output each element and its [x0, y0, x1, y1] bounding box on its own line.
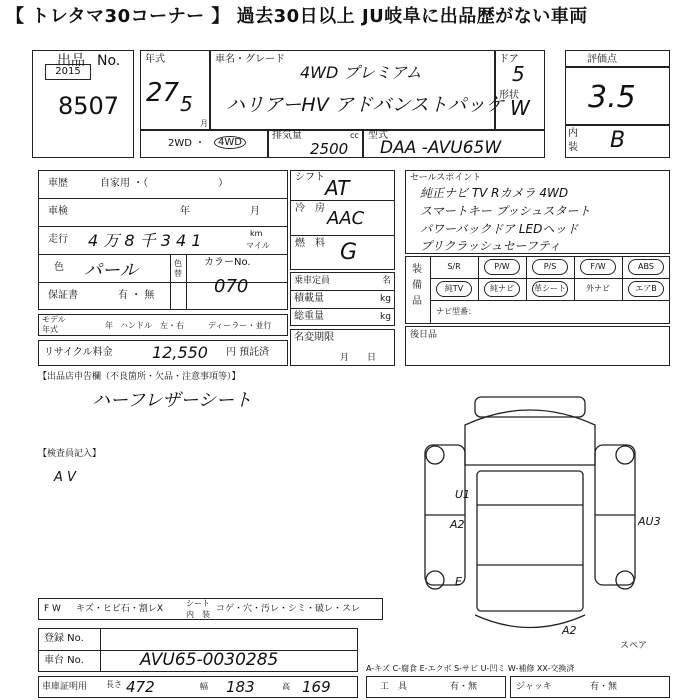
equip-pw: P/W	[494, 262, 510, 271]
load-unit: kg	[380, 294, 391, 304]
seller-notes-handwritten: ハーフレザーシート	[92, 390, 253, 411]
lot-number: 8507	[58, 92, 120, 120]
car-name-handwritten: ハリアーHV アドバンストパッケ	[226, 94, 505, 116]
height-handwritten: 169	[302, 678, 331, 696]
damage-mark-a2-rear: A2	[562, 624, 577, 637]
nenshiki-label: 年式	[145, 54, 165, 65]
mile-label: マイル	[246, 241, 270, 250]
tools-options: 有・無	[450, 682, 478, 692]
width-handwritten: 183	[226, 678, 255, 696]
model-code-handwritten: DAA -AVU65W	[380, 138, 502, 158]
seat-label-1: シート	[186, 599, 210, 608]
nen-label: 年	[105, 321, 113, 330]
equip-tv: 純TV	[444, 284, 464, 293]
length-handwritten: 472	[126, 678, 155, 696]
equip-airbag: エアB	[635, 284, 657, 293]
interior-divider	[565, 124, 670, 126]
inspector-handwritten: A V	[54, 470, 76, 485]
score-handwritten: 3.5	[588, 80, 636, 115]
year-tag	[45, 64, 91, 80]
mileage-handwritten: 4 万 8 千 3 4 1	[88, 231, 202, 250]
history-label: 車歴	[48, 178, 68, 189]
model-year-label-1: モデル	[42, 315, 66, 324]
color-no-label: カラーNo.	[204, 257, 251, 268]
equip-navi: 純ナビ	[490, 284, 514, 293]
doors-handwritten: 5	[512, 62, 525, 86]
recycle-label: リサイクル料金	[44, 347, 113, 358]
spare-label: スペア	[620, 641, 648, 651]
inspector-label: 【検査員記入】	[38, 449, 102, 459]
color-no-handwritten: 070	[214, 276, 249, 297]
row-divider	[430, 278, 670, 279]
fw-label: F W	[44, 604, 61, 614]
equip-abs: ABS	[638, 262, 654, 271]
height-label: 高	[282, 682, 290, 691]
seat-label-2: 内 装	[186, 610, 210, 619]
ac-label-2: 房	[315, 203, 325, 214]
cc-label: cc	[350, 131, 359, 140]
damage-mark-a2-side: A2	[450, 518, 465, 531]
load-label: 積載量	[294, 293, 324, 304]
col-divider	[186, 254, 187, 310]
fuel-handwritten: G	[340, 240, 358, 265]
jack-label: ジャッキ	[516, 682, 552, 692]
tools-label: 工 具	[380, 682, 408, 692]
damage-mark-e: E	[455, 575, 462, 588]
sales-point-2: スマートキー プッシュスタート	[420, 204, 591, 218]
fuel-label-2: 料	[315, 238, 325, 249]
dealer-label: ディーラー・並行	[208, 321, 272, 330]
shape-handwritten: W	[510, 96, 530, 120]
sales-point-4: プリクラッシュセーフティ	[420, 239, 561, 253]
interior-handwritten: B	[610, 128, 626, 153]
year-handwritten: 27	[146, 78, 180, 108]
capacity-label: 乗車定員	[294, 276, 331, 286]
page-banner: 【 トレタマ30コーナー 】 過去30日以上 JU岐阜に出品歴がない車両	[0, 0, 700, 34]
row-divider	[430, 300, 670, 301]
equip-fw: F/W	[590, 262, 606, 271]
lot-label: 出品	[57, 53, 85, 69]
rear-items-label: 後日品	[410, 330, 438, 340]
interior-label-1: 内	[568, 128, 578, 139]
year-tag-value: 2015	[55, 66, 81, 77]
equip-leather: 革シート	[534, 284, 566, 293]
fuel-label-1: 燃	[295, 238, 305, 249]
width-label: 幅	[200, 682, 208, 691]
col-divider	[100, 628, 101, 672]
inspection-label: 車検	[48, 206, 68, 217]
row-divider	[38, 198, 288, 199]
ac-handwritten: AAC	[327, 208, 365, 229]
lot-no-label: No.	[97, 53, 121, 69]
doors-label: ドア	[499, 54, 519, 65]
navi-model-label: ナビ型番：	[436, 307, 476, 316]
month-unit: 月	[250, 206, 260, 217]
damage-legend: A-キズ C-腐食 E-エクボ S-サビ U-凹ミ W-補修 XX-交換済	[366, 664, 575, 673]
sales-point-3: パワーバックドア LEDヘッド	[420, 222, 579, 236]
history-value: 自家用 ・（ ）	[100, 178, 229, 189]
color-change-label-1: 色	[174, 259, 182, 268]
ac-label-1: 冷	[295, 203, 305, 214]
interior-label-2: 装	[568, 142, 578, 153]
shift-label: シフト	[295, 172, 325, 183]
reg-no-label: 登録 No.	[44, 633, 84, 644]
row-divider	[290, 235, 395, 236]
displacement-handwritten: 2500	[310, 140, 349, 158]
warranty-label: 保証書	[48, 290, 78, 301]
car-damage-diagram	[405, 385, 645, 645]
shift-handwritten: AT	[325, 176, 350, 200]
row-divider	[38, 282, 288, 283]
day-unit: 月 日	[340, 353, 377, 363]
month-label: 月	[200, 119, 208, 128]
year-unit: 年	[180, 206, 190, 217]
row-divider	[290, 290, 395, 291]
rear-items-box	[405, 326, 670, 366]
color-handwritten: パール	[84, 260, 138, 281]
drive-2wd: 2WD	[168, 138, 192, 149]
length-label: 長さ	[106, 680, 122, 689]
score-label: 評価点	[587, 54, 617, 65]
model-year-label-2: 年式	[42, 325, 58, 334]
model-grade-label: 車名・グレード	[215, 54, 285, 65]
shape-label: 形状	[499, 90, 519, 101]
color-change-label-2: 替	[174, 269, 182, 278]
model-code-label: 型式	[368, 130, 388, 141]
name-change-label: 名変期限	[294, 332, 334, 343]
chassis-handwritten: AVU65-0030285	[140, 650, 279, 670]
grade-handwritten: 4WD プレミアム	[300, 63, 422, 82]
mileage-label: 走行	[48, 234, 68, 245]
score-divider	[565, 66, 670, 68]
drive-sep: ・	[195, 138, 205, 149]
equip-ext-navi: 外ナビ	[586, 284, 610, 293]
col-divider	[170, 254, 171, 310]
fw-options: キズ・ヒビ石・割レX	[76, 604, 163, 614]
capacity-unit: 名	[382, 276, 392, 286]
warranty-options: 有 ・ 無	[118, 290, 155, 301]
sales-point-1: 純正ナビ TV Rカメラ 4WD	[420, 186, 569, 200]
handle-label: ハンドル	[120, 321, 152, 330]
jack-options: 有・無	[590, 682, 618, 692]
row-divider	[38, 254, 288, 255]
row-divider	[290, 308, 395, 309]
yen-label: 円 預託済	[226, 347, 270, 358]
gross-unit: kg	[380, 312, 391, 322]
drive-4wd: 4WD	[214, 136, 246, 149]
equip-ps: P/S	[543, 262, 557, 271]
km-label: km	[250, 229, 263, 238]
gross-label: 総重量	[294, 311, 324, 322]
equipment-label-3: 品	[412, 296, 422, 307]
seller-notes-label: 【出品店申告欄（不良箇所・欠品・注意事項等）】	[38, 372, 241, 382]
damage-mark-au3: AU3	[638, 515, 661, 528]
chassis-label: 車台 No.	[44, 655, 84, 666]
handle-options: 左・右	[160, 321, 184, 330]
row-divider	[38, 226, 288, 227]
displacement-label: 排気量	[272, 130, 302, 141]
cert-label: 車庫証明用	[42, 682, 88, 692]
equip-sr: S/R	[447, 262, 461, 271]
month-handwritten: 5	[180, 92, 193, 116]
color-label: 色	[54, 262, 64, 273]
seat-options: コゲ・穴・汚レ・シミ・破レ・スレ	[216, 604, 361, 614]
equipment-label-1: 装	[412, 264, 422, 275]
row-divider	[290, 200, 395, 201]
equipment-label-2: 備	[412, 280, 422, 291]
sales-points-label: セールスポイント	[410, 173, 482, 183]
recycle-handwritten: 12,550	[152, 343, 208, 362]
damage-mark-u1: U1	[455, 488, 471, 501]
